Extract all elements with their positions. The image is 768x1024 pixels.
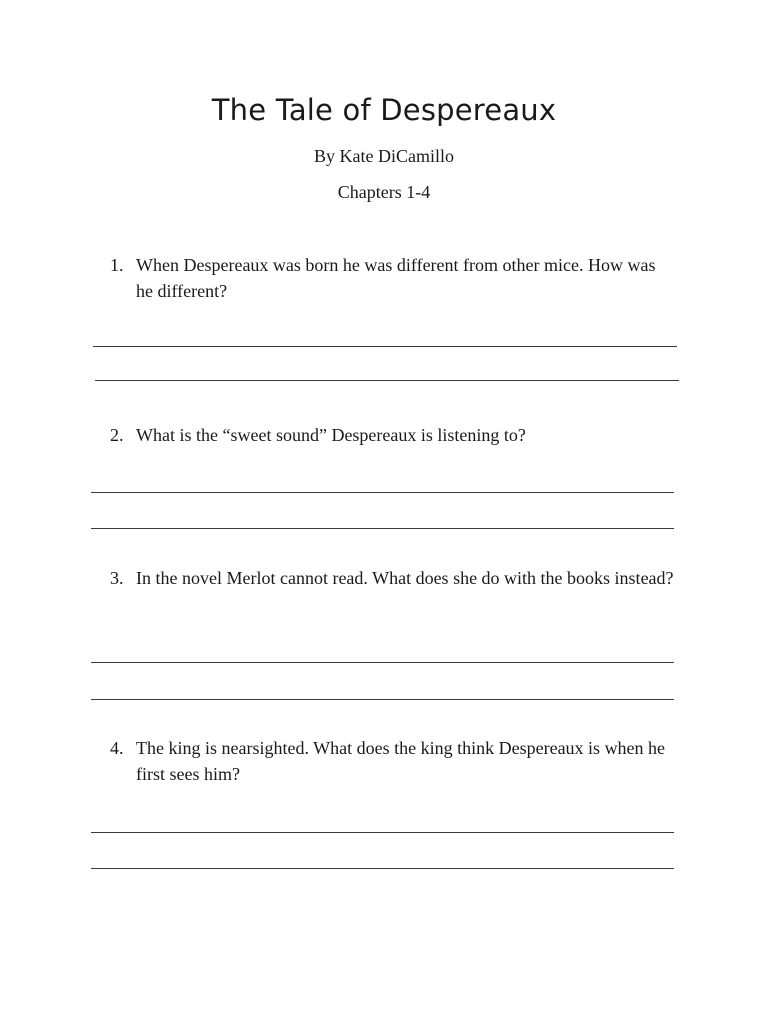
answer-line[interactable]	[95, 380, 679, 381]
question-2	[110, 422, 700, 448]
worksheet-title: The Tale of Despereaux	[211, 93, 557, 127]
question-number: 2.	[110, 425, 124, 445]
answer-line[interactable]	[91, 832, 674, 833]
question-text: When Despereaux was born he was different from other mice. How was he different?	[136, 255, 656, 301]
author-byline: By Kate DiCamillo	[314, 146, 454, 166]
answer-line[interactable]	[91, 528, 674, 529]
question-number: 4.	[110, 738, 124, 758]
question-1	[110, 252, 700, 304]
answer-line[interactable]	[91, 662, 674, 663]
question-text: In the novel Merlot cannot read. What does she do with the books instead?	[136, 568, 674, 588]
question-3	[110, 565, 700, 591]
chapters-label: Chapters 1-4	[337, 182, 431, 202]
answer-line[interactable]	[93, 346, 677, 347]
answer-line[interactable]	[91, 699, 674, 700]
question-4	[110, 735, 700, 787]
question-text: The king is nearsighted. What does the king think Despereaux is when he first sees him?	[136, 738, 666, 784]
question-number: 3.	[110, 568, 124, 588]
answer-line[interactable]	[91, 868, 674, 869]
question-number: 1.	[110, 255, 124, 275]
answer-line[interactable]	[91, 492, 674, 493]
question-text: What is the “sweet sound” Despereaux is listening to?	[136, 425, 526, 445]
